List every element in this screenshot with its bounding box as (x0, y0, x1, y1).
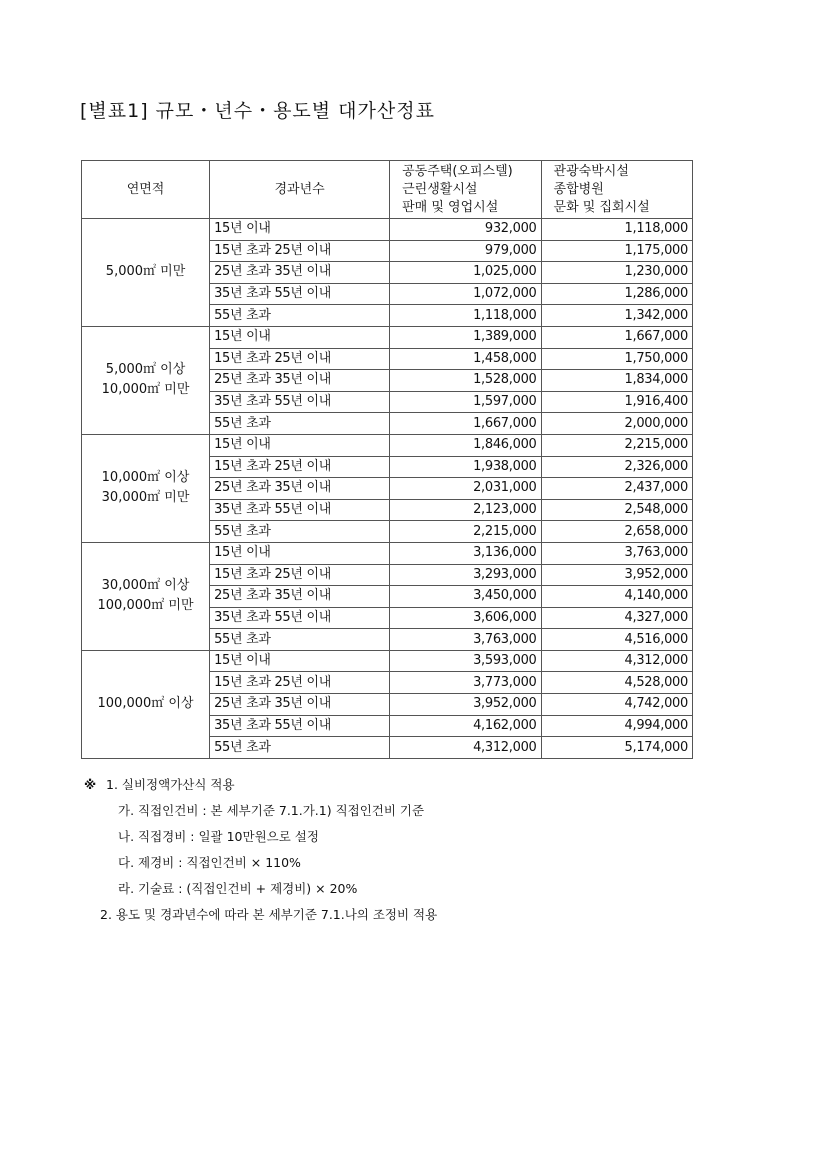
years-cell: 15년 초과 25년 이내 (210, 672, 390, 694)
note-sub-item: 가. 직접인건비 : 본 세부기준 7.1.가.1) 직접인건비 기준 (118, 803, 425, 818)
area-label: 100,000㎡ 이상 (97, 696, 194, 712)
value-cell-col2: 4,742,000 (541, 694, 692, 716)
header-col1-line: 근린생활시설 (402, 181, 478, 197)
value-cell-col2: 2,215,000 (541, 434, 692, 456)
value-cell-col1: 1,597,000 (390, 391, 541, 413)
value-cell-col2: 3,952,000 (541, 564, 692, 586)
value-cell-col2: 4,994,000 (541, 715, 692, 737)
header-col2 (541, 161, 692, 219)
note-sub-item: 다. 제경비 : 직접인건비 × 110% (118, 855, 301, 870)
area-label: 5,000㎡ 이상 (105, 362, 186, 378)
years-cell: 55년 초과 (210, 305, 390, 327)
years-cell: 15년 이내 (210, 219, 390, 241)
table-row (82, 434, 693, 456)
value-cell-col2: 1,750,000 (541, 348, 692, 370)
value-cell-col2: 5,174,000 (541, 737, 692, 759)
table-row (82, 650, 693, 672)
value-cell-col1: 1,072,000 (390, 283, 541, 305)
note-item-1-text: 1. 실비정액가산식 적용 (106, 777, 235, 792)
value-cell-col2: 1,834,000 (541, 370, 692, 392)
note-sub-item: 라. 기술료 : (직접인건비 + 제경비) × 20% (118, 881, 358, 896)
value-cell-col2: 2,658,000 (541, 521, 692, 543)
value-cell-col1: 4,162,000 (390, 715, 541, 737)
value-cell-col2: 1,118,000 (541, 219, 692, 241)
value-cell-col2: 1,175,000 (541, 240, 692, 262)
value-cell-col2: 1,916,400 (541, 391, 692, 413)
value-cell-col1: 4,312,000 (390, 737, 541, 759)
header-area: 연면적 (82, 161, 210, 219)
value-cell-col2: 2,548,000 (541, 499, 692, 521)
area-label: 100,000㎡ 미만 (97, 598, 194, 614)
notes (84, 772, 437, 928)
header-col1-line: 공동주택(오피스텔) (402, 163, 513, 179)
value-cell-col1: 1,389,000 (390, 326, 541, 348)
note-item-1 (84, 772, 437, 798)
value-cell-col1: 1,025,000 (390, 262, 541, 284)
header-col2-line: 문화 및 집회시설 (553, 199, 650, 215)
value-cell-col1: 1,528,000 (390, 370, 541, 392)
area-cell (82, 434, 210, 542)
value-cell-col1: 1,458,000 (390, 348, 541, 370)
note-item-2: 2. 용도 및 경과년수에 따라 본 세부기준 7.1.나의 조정비 적용 (100, 907, 438, 922)
area-cell (82, 650, 210, 758)
years-cell: 15년 초과 25년 이내 (210, 348, 390, 370)
years-cell: 55년 초과 (210, 737, 390, 759)
area-cell (82, 326, 210, 434)
value-cell-col1: 3,136,000 (390, 542, 541, 564)
years-cell: 15년 이내 (210, 650, 390, 672)
header-col1 (390, 161, 541, 219)
years-cell: 25년 초과 35년 이내 (210, 694, 390, 716)
value-cell-col1: 2,215,000 (390, 521, 541, 543)
value-cell-col1: 1,118,000 (390, 305, 541, 327)
value-cell-col2: 1,286,000 (541, 283, 692, 305)
years-cell: 15년 초과 25년 이내 (210, 240, 390, 262)
area-label: 10,000㎡ 이상 (101, 470, 190, 486)
years-cell: 35년 초과 55년 이내 (210, 499, 390, 521)
years-cell: 55년 초과 (210, 629, 390, 651)
value-cell-col1: 932,000 (390, 219, 541, 241)
value-cell-col1: 979,000 (390, 240, 541, 262)
area-label: 30,000㎡ 미만 (101, 490, 190, 506)
value-cell-col1: 3,763,000 (390, 629, 541, 651)
value-cell-col2: 4,327,000 (541, 607, 692, 629)
header-col2-line: 종합병원 (553, 181, 604, 197)
value-cell-col2: 4,528,000 (541, 672, 692, 694)
value-cell-col1: 3,606,000 (390, 607, 541, 629)
years-cell: 55년 초과 (210, 413, 390, 435)
years-cell: 15년 초과 25년 이내 (210, 456, 390, 478)
area-label: 30,000㎡ 이상 (101, 578, 190, 594)
page-title: [별표1] 규모・년수・용도별 대가산정표 (80, 100, 435, 122)
table-body (82, 219, 693, 759)
value-cell-col1: 3,952,000 (390, 694, 541, 716)
value-cell-col2: 4,312,000 (541, 650, 692, 672)
area-label: 5,000㎡ 미만 (105, 264, 186, 280)
area-cell (82, 219, 210, 327)
years-cell: 35년 초과 55년 이내 (210, 391, 390, 413)
table-row (82, 542, 693, 564)
years-cell: 35년 초과 55년 이내 (210, 607, 390, 629)
value-cell-col2: 3,763,000 (541, 542, 692, 564)
value-cell-col1: 3,593,000 (390, 650, 541, 672)
table-header-row (82, 161, 693, 219)
years-cell: 25년 초과 35년 이내 (210, 586, 390, 608)
years-cell: 25년 초과 35년 이내 (210, 262, 390, 284)
years-cell: 15년 이내 (210, 326, 390, 348)
table-row (82, 219, 693, 241)
value-cell-col2: 1,342,000 (541, 305, 692, 327)
reference-mark: ※ (84, 777, 97, 792)
area-cell (82, 542, 210, 650)
value-cell-col1: 3,773,000 (390, 672, 541, 694)
note-sub-item: 나. 직접경비 : 일괄 10만원으로 설정 (118, 829, 319, 844)
value-cell-col2: 1,667,000 (541, 326, 692, 348)
value-cell-col2: 4,140,000 (541, 586, 692, 608)
header-col2-line: 관광숙박시설 (553, 163, 629, 179)
area-label: 10,000㎡ 미만 (101, 382, 190, 398)
value-cell-col2: 1,230,000 (541, 262, 692, 284)
header-col1-line: 판매 및 영업시설 (402, 199, 499, 215)
value-cell-col1: 3,450,000 (390, 586, 541, 608)
value-cell-col2: 2,437,000 (541, 478, 692, 500)
years-cell: 15년 이내 (210, 542, 390, 564)
value-cell-col1: 1,938,000 (390, 456, 541, 478)
value-cell-col1: 2,031,000 (390, 478, 541, 500)
years-cell: 25년 초과 35년 이내 (210, 478, 390, 500)
years-cell: 15년 초과 25년 이내 (210, 564, 390, 586)
table-row (82, 326, 693, 348)
value-cell-col1: 2,123,000 (390, 499, 541, 521)
years-cell: 35년 초과 55년 이내 (210, 715, 390, 737)
value-cell-col2: 2,000,000 (541, 413, 692, 435)
header-years: 경과년수 (210, 161, 390, 219)
fee-table (81, 160, 693, 759)
years-cell: 55년 초과 (210, 521, 390, 543)
value-cell-col1: 3,293,000 (390, 564, 541, 586)
years-cell: 35년 초과 55년 이내 (210, 283, 390, 305)
years-cell: 15년 이내 (210, 434, 390, 456)
value-cell-col2: 4,516,000 (541, 629, 692, 651)
value-cell-col1: 1,846,000 (390, 434, 541, 456)
value-cell-col2: 2,326,000 (541, 456, 692, 478)
value-cell-col1: 1,667,000 (390, 413, 541, 435)
years-cell: 25년 초과 35년 이내 (210, 370, 390, 392)
